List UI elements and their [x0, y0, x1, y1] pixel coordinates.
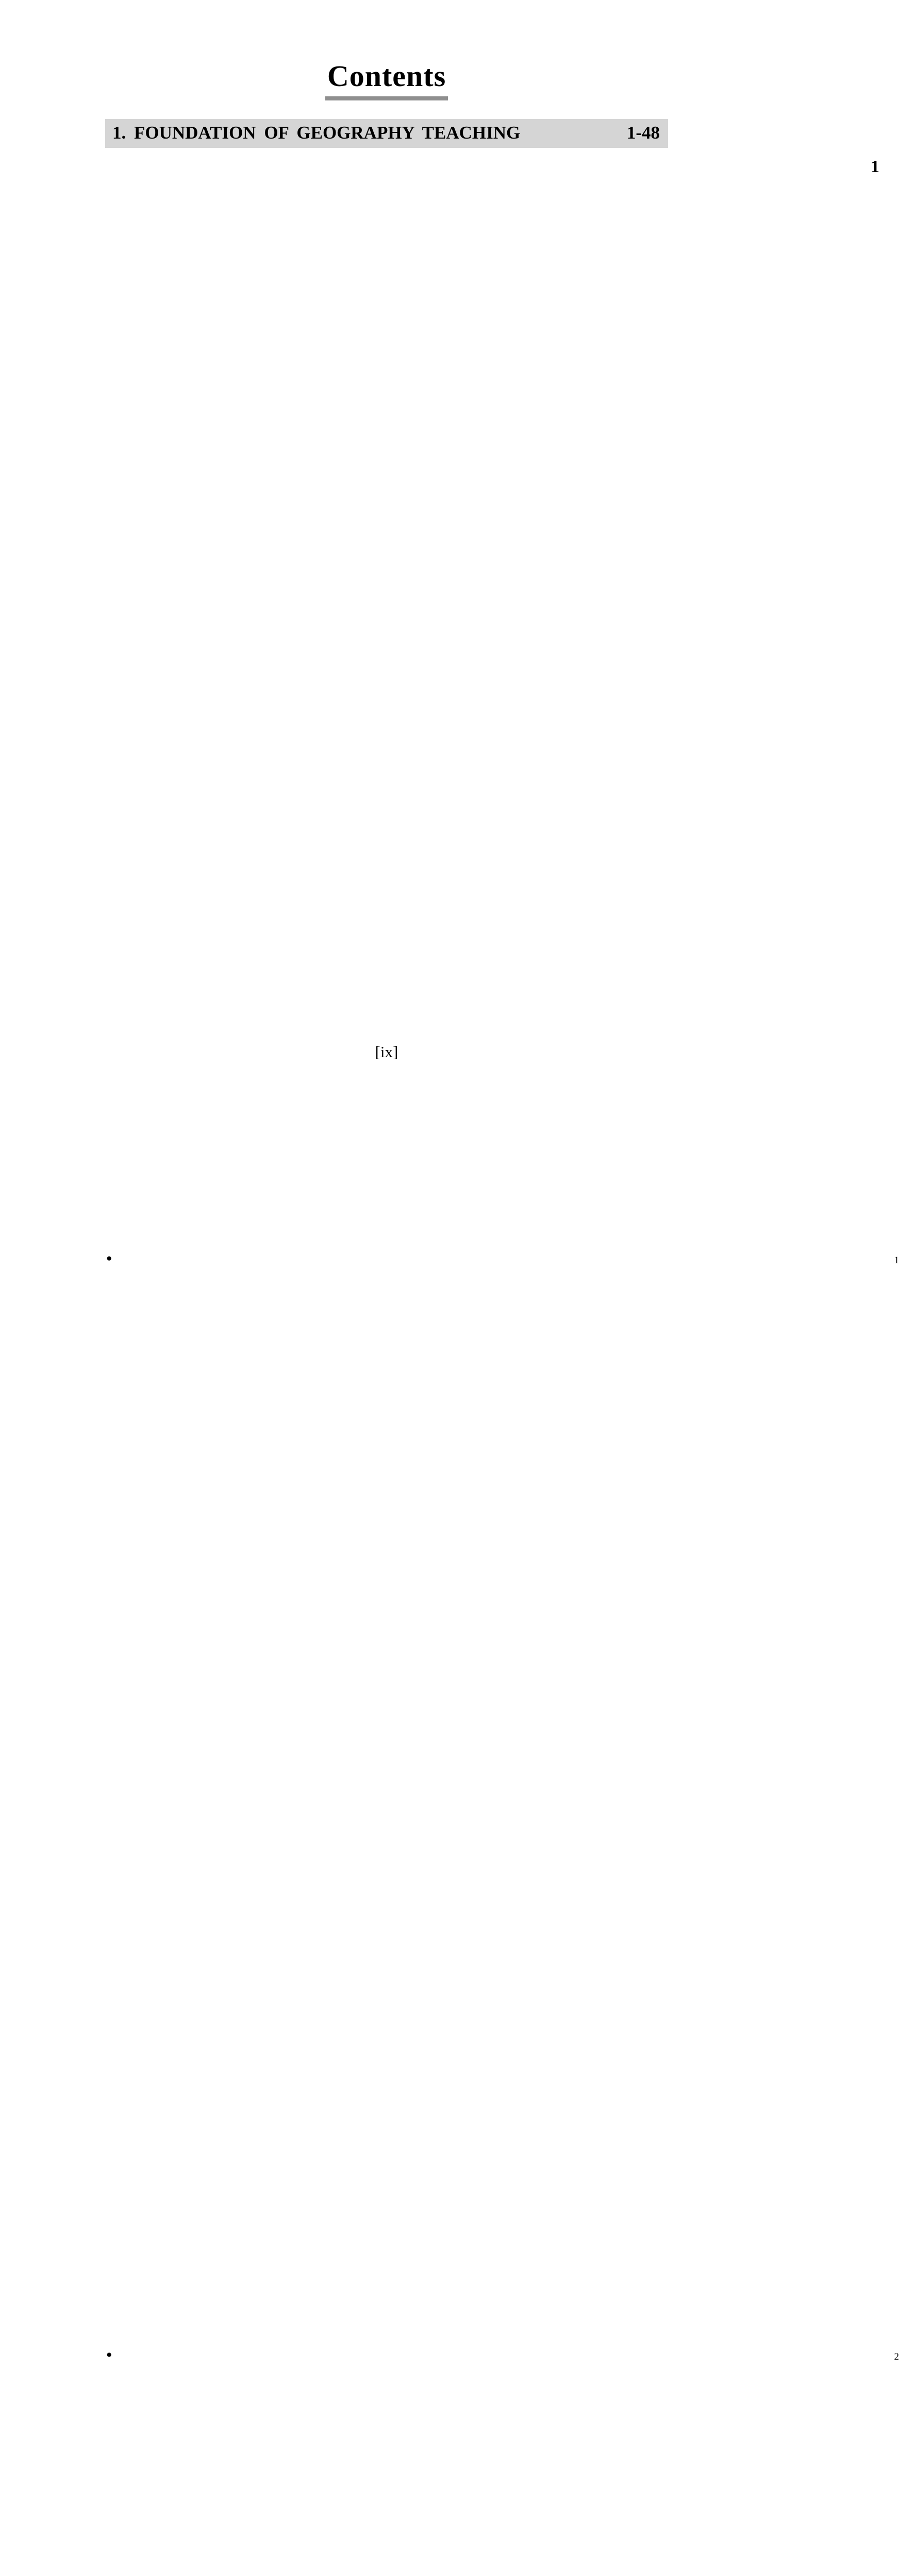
entry-page-number: 1	[106, 155, 879, 1251]
page-title: Contents	[327, 59, 446, 93]
bullet-icon: ●	[106, 1252, 112, 1264]
entry-page-number: 1	[126, 1249, 899, 2346]
title-underline-rule	[325, 96, 448, 100]
page-number-footer: [ix]	[375, 1043, 398, 1061]
toc-item-row	[106, 1249, 899, 2346]
content-column	[105, 0, 899, 2576]
entry-page-number: 2	[126, 2346, 899, 2576]
chapter-title: 1. FOUNDATION OF GEOGRAPHY TEACHING	[112, 122, 521, 143]
chapter-page-range: 1-48	[626, 122, 660, 143]
toc-section-row	[106, 155, 879, 1251]
toc-item-row	[106, 2346, 899, 2576]
title-block	[105, 61, 668, 100]
bullet-icon: ●	[106, 2349, 112, 2360]
chapter-header-bar	[105, 119, 668, 148]
toc-list	[105, 155, 899, 2576]
